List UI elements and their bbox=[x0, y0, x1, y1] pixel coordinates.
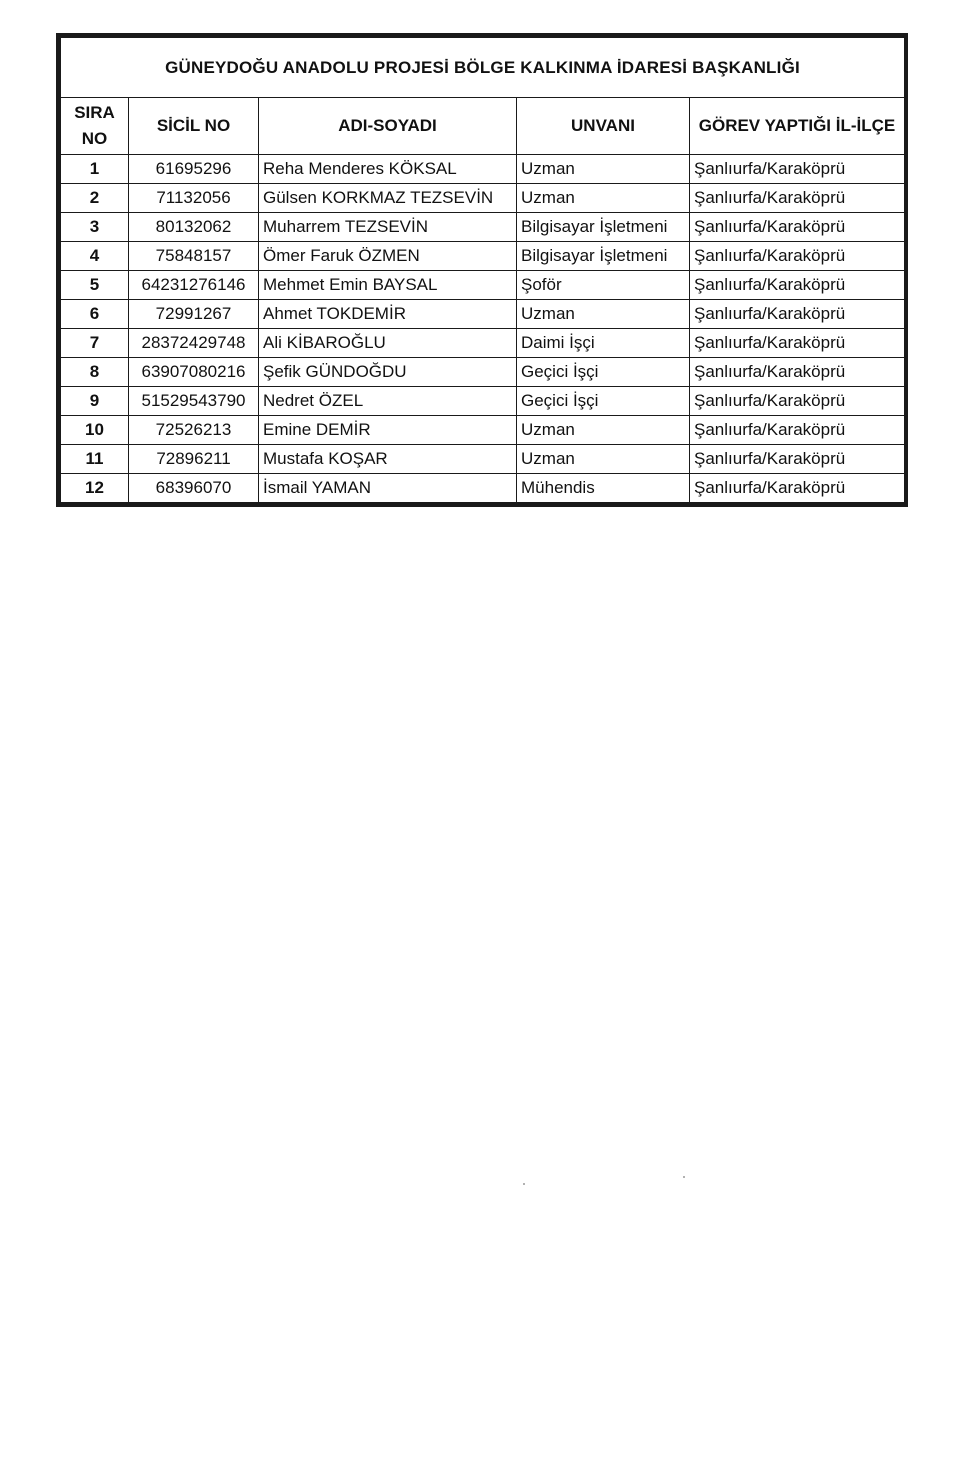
cell-unvani: Şoför bbox=[517, 271, 690, 300]
cell-adi-soyadi: Gülsen KORKMAZ TEZSEVİN bbox=[259, 184, 517, 213]
cell-adi-soyadi: Ömer Faruk ÖZMEN bbox=[259, 242, 517, 271]
header-sira-no bbox=[61, 98, 129, 155]
table-row bbox=[61, 416, 905, 445]
cell-sira-no: 7 bbox=[61, 329, 129, 358]
cell-sicil-no: 71132056 bbox=[129, 184, 259, 213]
cell-adi-soyadi: Ali KİBAROĞLU bbox=[259, 329, 517, 358]
cell-sira-no: 9 bbox=[61, 387, 129, 416]
cell-sicil-no: 61695296 bbox=[129, 155, 259, 184]
cell-gorev-yeri: Şanlıurfa/Karaköprü bbox=[690, 474, 905, 503]
cell-sira-no: 2 bbox=[61, 184, 129, 213]
header-gorev-yaptigi-il-ilce: GÖREV YAPTIĞI İL-İLÇE bbox=[690, 98, 905, 155]
cell-unvani: Daimi İşçi bbox=[517, 329, 690, 358]
cell-unvani: Uzman bbox=[517, 445, 690, 474]
cell-adi-soyadi: Nedret ÖZEL bbox=[259, 387, 517, 416]
cell-gorev-yeri: Şanlıurfa/Karaköprü bbox=[690, 271, 905, 300]
cell-sicil-no: 68396070 bbox=[129, 474, 259, 503]
scan-speck bbox=[683, 1176, 685, 1178]
cell-sira-no: 4 bbox=[61, 242, 129, 271]
cell-gorev-yeri: Şanlıurfa/Karaköprü bbox=[690, 358, 905, 387]
cell-sira-no: 10 bbox=[61, 416, 129, 445]
cell-gorev-yeri: Şanlıurfa/Karaköprü bbox=[690, 387, 905, 416]
cell-sicil-no: 64231276146 bbox=[129, 271, 259, 300]
cell-unvani: Uzman bbox=[517, 416, 690, 445]
cell-gorev-yeri: Şanlıurfa/Karaköprü bbox=[690, 445, 905, 474]
cell-adi-soyadi: Mehmet Emin BAYSAL bbox=[259, 271, 517, 300]
cell-unvani: Bilgisayar İşletmeni bbox=[517, 213, 690, 242]
table-row bbox=[61, 445, 905, 474]
cell-sicil-no: 28372429748 bbox=[129, 329, 259, 358]
cell-unvani: Uzman bbox=[517, 155, 690, 184]
cell-adi-soyadi: Ahmet TOKDEMİR bbox=[259, 300, 517, 329]
table-row bbox=[61, 213, 905, 242]
header-sira-line1: SIRA bbox=[74, 103, 115, 122]
cell-sira-no: 6 bbox=[61, 300, 129, 329]
table-row bbox=[61, 358, 905, 387]
cell-sira-no: 12 bbox=[61, 474, 129, 503]
cell-sicil-no: 72991267 bbox=[129, 300, 259, 329]
cell-gorev-yeri: Şanlıurfa/Karaköprü bbox=[690, 242, 905, 271]
cell-unvani: Uzman bbox=[517, 184, 690, 213]
table-row bbox=[61, 271, 905, 300]
cell-adi-soyadi: Mustafa KOŞAR bbox=[259, 445, 517, 474]
cell-adi-soyadi: İsmail YAMAN bbox=[259, 474, 517, 503]
cell-gorev-yeri: Şanlıurfa/Karaköprü bbox=[690, 300, 905, 329]
cell-gorev-yeri: Şanlıurfa/Karaköprü bbox=[690, 416, 905, 445]
table-title: GÜNEYDOĞU ANADOLU PROJESİ BÖLGE KALKINMA İDARESİ BAŞKANLIĞI bbox=[61, 38, 905, 98]
cell-sicil-no: 75848157 bbox=[129, 242, 259, 271]
cell-gorev-yeri: Şanlıurfa/Karaköprü bbox=[690, 155, 905, 184]
table-row bbox=[61, 155, 905, 184]
table-row bbox=[61, 242, 905, 271]
cell-gorev-yeri: Şanlıurfa/Karaköprü bbox=[690, 184, 905, 213]
table-row bbox=[61, 329, 905, 358]
cell-sicil-no: 51529543790 bbox=[129, 387, 259, 416]
personnel-table-frame bbox=[56, 33, 908, 507]
cell-unvani: Geçici İşçi bbox=[517, 358, 690, 387]
cell-unvani: Mühendis bbox=[517, 474, 690, 503]
cell-adi-soyadi: Muharrem TEZSEVİN bbox=[259, 213, 517, 242]
cell-adi-soyadi: Emine DEMİR bbox=[259, 416, 517, 445]
cell-sicil-no: 63907080216 bbox=[129, 358, 259, 387]
cell-sira-no: 8 bbox=[61, 358, 129, 387]
table-row bbox=[61, 184, 905, 213]
cell-unvani: Uzman bbox=[517, 300, 690, 329]
table-row bbox=[61, 300, 905, 329]
header-unvani: UNVANI bbox=[517, 98, 690, 155]
scan-speck bbox=[523, 1183, 525, 1185]
personnel-table bbox=[60, 37, 905, 503]
table-row bbox=[61, 387, 905, 416]
cell-sira-no: 1 bbox=[61, 155, 129, 184]
cell-gorev-yeri: Şanlıurfa/Karaköprü bbox=[690, 329, 905, 358]
header-sicil-no: SİCİL NO bbox=[129, 98, 259, 155]
header-sira-line2: NO bbox=[81, 129, 108, 148]
cell-sicil-no: 72526213 bbox=[129, 416, 259, 445]
cell-adi-soyadi: Reha Menderes KÖKSAL bbox=[259, 155, 517, 184]
header-adi-soyadi: ADI-SOYADI bbox=[259, 98, 517, 155]
cell-sira-no: 5 bbox=[61, 271, 129, 300]
cell-gorev-yeri: Şanlıurfa/Karaköprü bbox=[690, 213, 905, 242]
cell-sicil-no: 80132062 bbox=[129, 213, 259, 242]
cell-unvani: Geçici İşçi bbox=[517, 387, 690, 416]
cell-unvani: Bilgisayar İşletmeni bbox=[517, 242, 690, 271]
cell-adi-soyadi: Şefik GÜNDOĞDU bbox=[259, 358, 517, 387]
cell-sicil-no: 72896211 bbox=[129, 445, 259, 474]
cell-sira-no: 11 bbox=[61, 445, 129, 474]
cell-sira-no: 3 bbox=[61, 213, 129, 242]
table-row bbox=[61, 474, 905, 503]
